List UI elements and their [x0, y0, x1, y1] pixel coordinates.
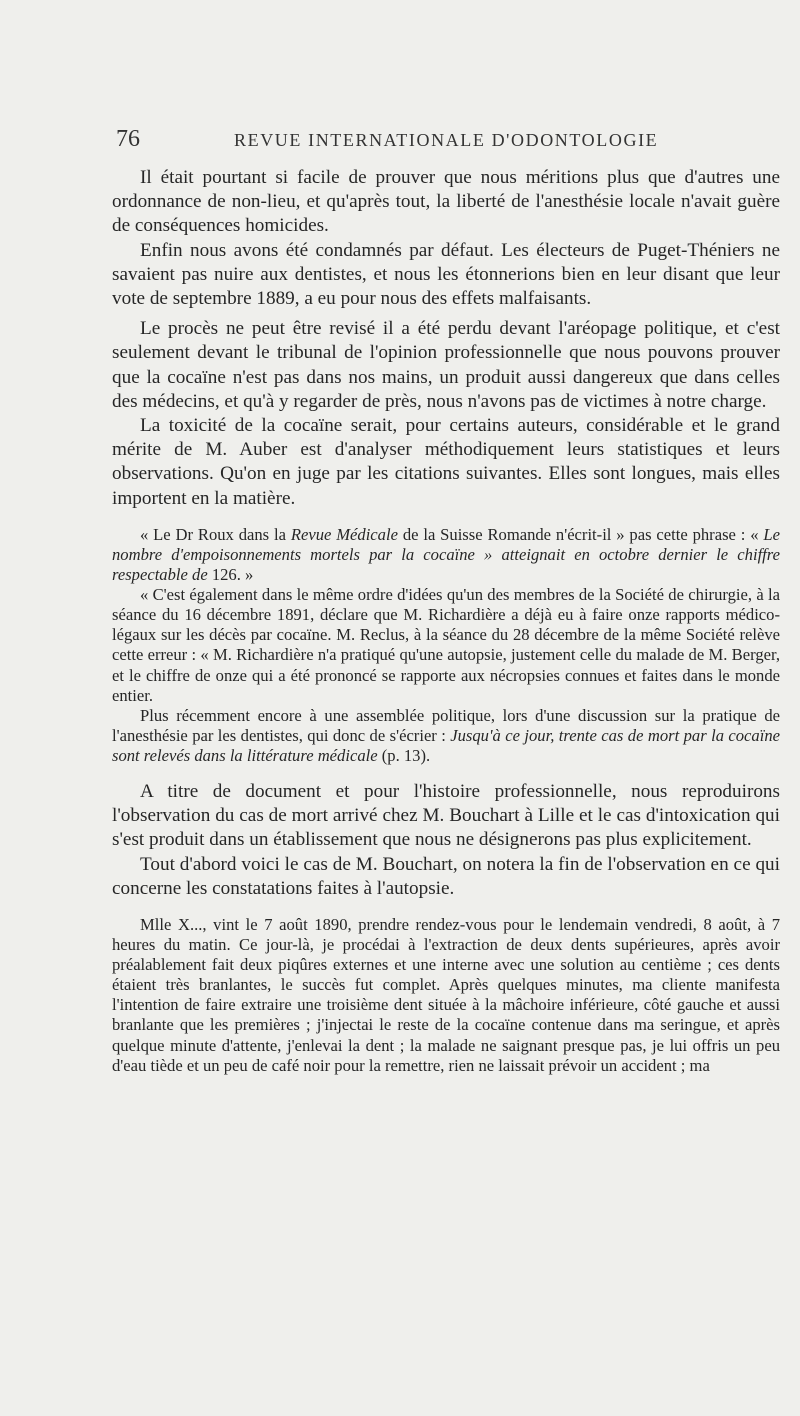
text-run: Enfin nous avons été condamnés par défaut. Les électeurs de Puget-Théniers ne savaient pas nuire aux dentistes, et nous les étonnerions bien en leur disant que leur vote de septembre 1889, a eu pour nous des effets malfaisants.: [112, 239, 780, 310]
text-run: Tout d'abord voici le cas de M. Bouchart, on notera la fin de l'observation en ce qui concerne les constatations faites à l'autopsie.: [112, 853, 780, 899]
italic-text: Le nombre d'empoisonnements mortels par la cocaïne » atteignait en octobre dernier le chiffre respectable de: [112, 524, 780, 585]
text-run: « C'est également dans le même ordre d'idées qu'un des membres de la Société de chirurgie, à la séance du 16 décembre 1891, déclare que M. Richardière a déjà eu à faire onze rapports médico-légaux sur les décès par cocaïne. M. Reclus, à la séance du 28 décembre de la même Société relève cette erreur : « M. Richardière n'a pratiqué qu'une autopsie, justement celle du malade de M. Berger, et le chiffre de onze qui a été prononcé se rapporte aux nécropsies connues et faites dans le monde entier.: [112, 585, 780, 705]
paragraph: [112, 853, 780, 901]
paragraph: [112, 585, 780, 706]
paragraph: [112, 317, 780, 414]
text-run: Plus récemment encore à une assemblée politique, lors d'une discussion sur la pratique de l'anesthésie par les dentistes, qui donc de s'écrier :: [112, 705, 780, 745]
page-body: [112, 166, 780, 1076]
text-run: 126. »: [207, 565, 254, 585]
paragraph: [112, 414, 780, 511]
page-number: 76: [116, 126, 140, 152]
text-run: Mlle X..., vint le 7 août 1890, prendre rendez-vous pour le lendemain vendredi, 8 août, à 7 heures du matin. Ce jour-là, je procédai à l'extraction de deux dents supérieures, après avoir préalablement fait deux piqûres externes et une interne avec une solution au centième ; ces dents étaient très branlantes, le succès fut complet. Après quelques minutes, ma cliente manifesta l'intention de faire extraire une troisième dent située à la mâchoire inférieure, côté gauche et aussi branlante que les premières ; j'injectai le reste de la cocaïne contenue dans ma seringue, et après quelque minute d'attente, j'enlevai la dent ; la malade ne saignant presque pas, je lui offris un peu d'eau tiède et un peu de café noir pour la remettre, rien ne laissait prévoir un accident ; ma: [112, 914, 780, 1075]
text-run: (p. 13).: [377, 745, 431, 765]
paragraph: [112, 239, 780, 312]
paragraph: [112, 166, 780, 239]
paragraph: [112, 525, 780, 585]
page-header: [116, 126, 780, 156]
italic-text: Revue Médicale: [290, 524, 398, 544]
text-run: « Le Dr Roux dans la: [140, 524, 291, 544]
text-run: de la Suisse Romande n'écrit-il » pas cette phrase : «: [397, 524, 764, 544]
paragraph: [112, 915, 780, 1076]
paragraph: [112, 780, 780, 853]
text-run: A titre de document et pour l'histoire professionnelle, nous reproduirons l'observation du cas de mort arrivé chez M. Bouchart à Lille et le cas d'intoxication qui s'est produit dans un établissement que nous ne désignerons pas plus explicitement.: [112, 780, 780, 851]
text-run: Il était pourtant si facile de prouver que nous méritions plus que d'autres une ordonnance de non-lieu, et qu'après tout, la liberté de l'anesthésie locale n'avait guère de conséquences homicides.: [112, 167, 780, 237]
paragraph: [112, 706, 780, 766]
text-run: Le procès ne peut être revisé il a été perdu devant l'aréopage politique, et c'est seulement devant le tribunal de l'opinion professionnelle que nous pouvons prouver que la cocaïne n'est pas dans nos mains, un produit aussi dangereux que dans celles des médecins, et qu'à y regarder de près, nous n'avons pas de victimes à notre charge.: [112, 318, 780, 412]
running-title: REVUE INTERNATIONALE D'ODONTOLOGIE: [234, 130, 659, 150]
italic-text: Jusqu'à ce jour, trente cas de mort par la cocaïne sont relevés dans la littérature médicale: [112, 725, 780, 765]
text-run: La toxicité de la cocaïne serait, pour certains auteurs, considérable et le grand mérite de M. Auber est d'analyser méthodiquement leurs statistiques et leurs observations. Qu'on en juge par les citations suivantes. Elles sont longues, mais elles importent en la matière.: [112, 415, 780, 509]
